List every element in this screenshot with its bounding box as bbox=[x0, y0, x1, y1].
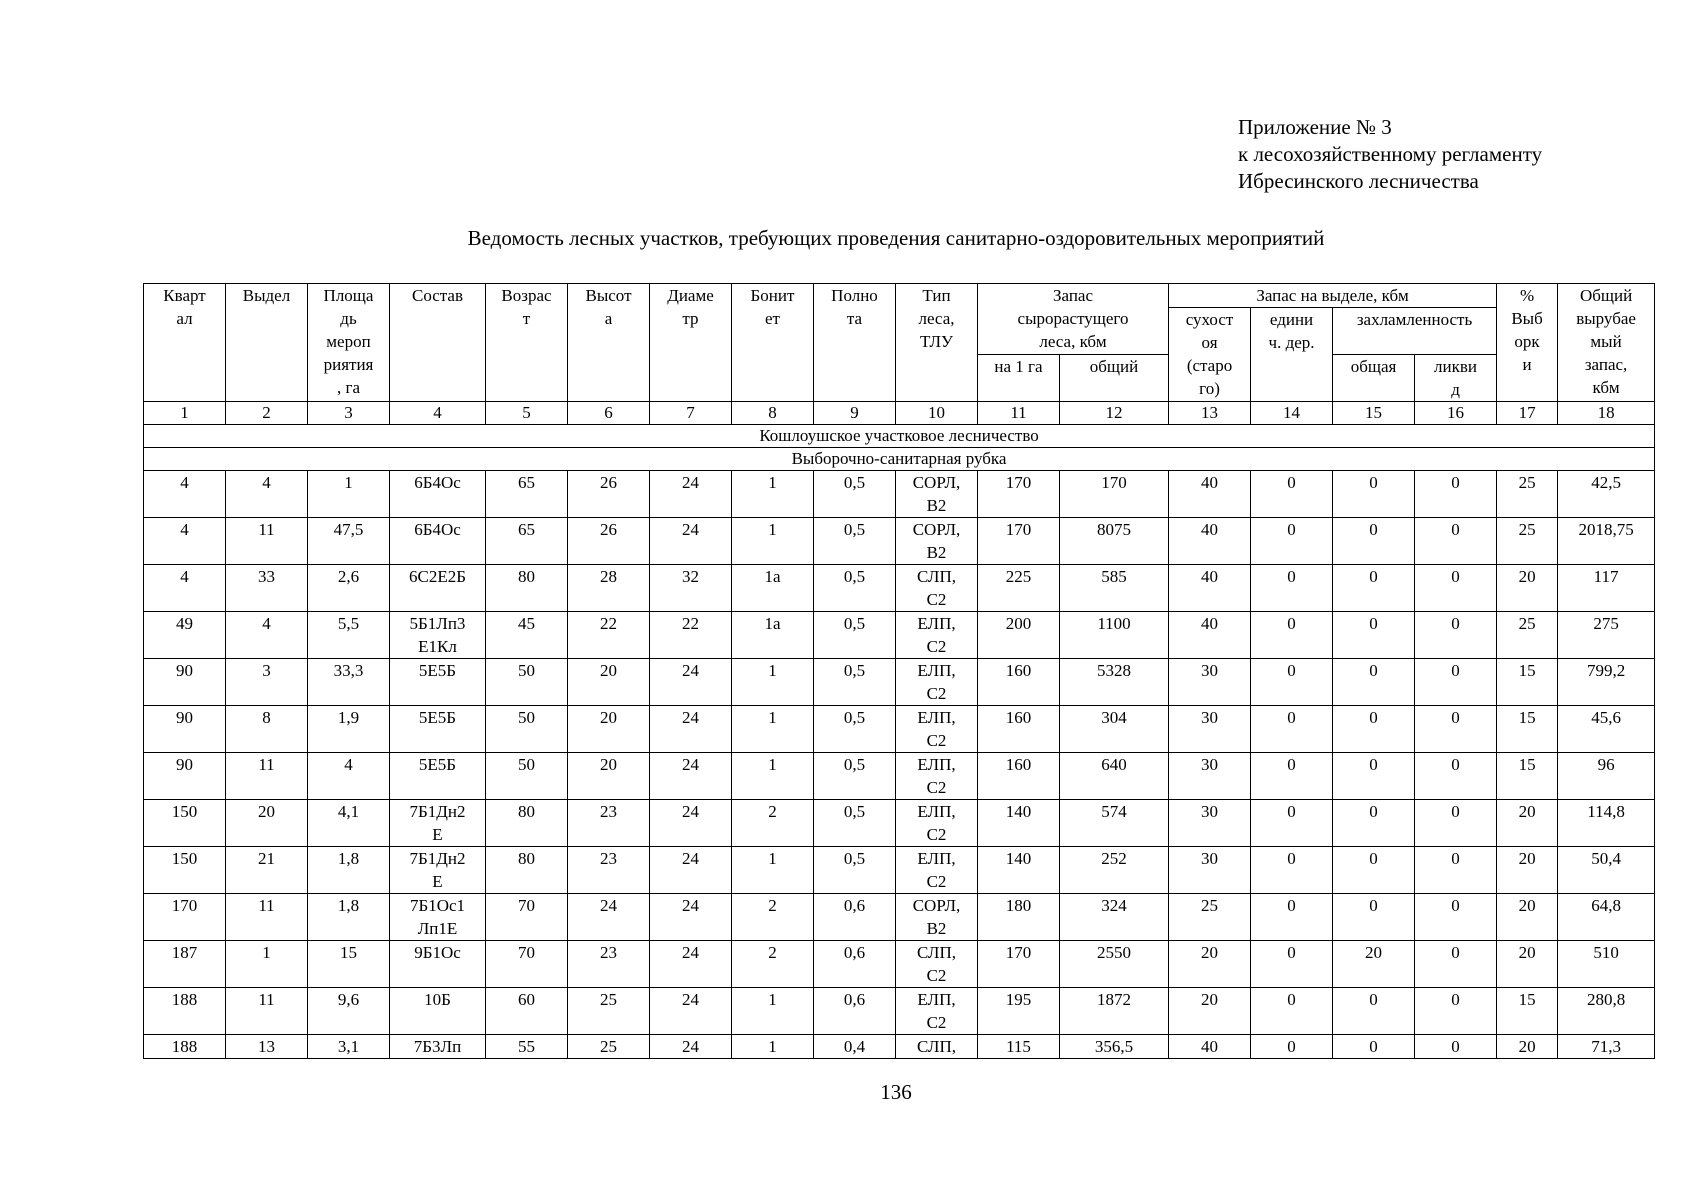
table-cell: 24 bbox=[650, 800, 732, 847]
table-cell: 0 bbox=[1415, 894, 1497, 941]
header-stock-total: общий bbox=[1060, 355, 1169, 402]
table-cell: 1 bbox=[732, 518, 814, 565]
table-cell: 252 bbox=[1060, 847, 1169, 894]
table-cell: 20 bbox=[1333, 941, 1415, 988]
table-cell: 640 bbox=[1060, 753, 1169, 800]
table-cell: 356,5 bbox=[1060, 1035, 1169, 1059]
table-cell: 114,8 bbox=[1558, 800, 1655, 847]
header-age: Возрас т bbox=[486, 284, 568, 402]
table-cell: 585 bbox=[1060, 565, 1169, 612]
table-cell: 25 bbox=[1497, 471, 1558, 518]
table-cell: 0,5 bbox=[814, 753, 896, 800]
column-number: 1 bbox=[144, 402, 226, 425]
table-row bbox=[144, 988, 1655, 1035]
table-cell: 70 bbox=[486, 894, 568, 941]
column-number: 17 bbox=[1497, 402, 1558, 425]
table-cell: СЛП, С2 bbox=[896, 565, 978, 612]
table-cell: 140 bbox=[978, 800, 1060, 847]
column-number: 13 bbox=[1169, 402, 1251, 425]
table-cell: ЕЛП, С2 bbox=[896, 988, 978, 1035]
table-cell: 45 bbox=[486, 612, 568, 659]
table-cell: 0,5 bbox=[814, 518, 896, 565]
table-cell: 4 bbox=[308, 753, 390, 800]
table-cell: 0 bbox=[1415, 565, 1497, 612]
table-cell: 0,6 bbox=[814, 894, 896, 941]
table-cell: 187 bbox=[144, 941, 226, 988]
table-cell: 188 bbox=[144, 1035, 226, 1059]
table-cell: 0,4 bbox=[814, 1035, 896, 1059]
table-cell: 0 bbox=[1415, 847, 1497, 894]
table-cell: 65 bbox=[486, 518, 568, 565]
table-cell: 15 bbox=[1497, 988, 1558, 1035]
table-cell: 170 bbox=[978, 941, 1060, 988]
table-cell: 4 bbox=[144, 471, 226, 518]
header-bonitet: Бонит ет bbox=[732, 284, 814, 402]
table-cell: 33,3 bbox=[308, 659, 390, 706]
table-cell: 11 bbox=[226, 753, 308, 800]
column-number: 18 bbox=[1558, 402, 1655, 425]
table-cell: 0 bbox=[1251, 894, 1333, 941]
table-cell: 0 bbox=[1415, 471, 1497, 518]
table-cell: 71,3 bbox=[1558, 1035, 1655, 1059]
table-row bbox=[144, 518, 1655, 565]
table-cell: 64,8 bbox=[1558, 894, 1655, 941]
table-cell: 20 bbox=[1497, 565, 1558, 612]
table-cell: 1 bbox=[732, 706, 814, 753]
table-cell: 0 bbox=[1333, 612, 1415, 659]
table-cell: 0 bbox=[1333, 753, 1415, 800]
table-cell: 11 bbox=[226, 894, 308, 941]
table-cell: 15 bbox=[308, 941, 390, 988]
table-cell: 24 bbox=[650, 988, 732, 1035]
table-cell: 5Б1Лп3 Е1Кл bbox=[390, 612, 486, 659]
table-cell: 0 bbox=[1415, 941, 1497, 988]
table-cell: 2 bbox=[732, 894, 814, 941]
table-cell: 160 bbox=[978, 706, 1060, 753]
header-stock-group: Запас сырорастущего леса, кбм bbox=[978, 284, 1169, 355]
table-cell: 0 bbox=[1333, 659, 1415, 706]
appendix-line-2: к лесохозяйственному регламенту bbox=[1238, 142, 1543, 166]
table-cell: 3 bbox=[226, 659, 308, 706]
header-clutter-liquid: ликви д bbox=[1415, 355, 1497, 402]
table-cell: 25 bbox=[1497, 612, 1558, 659]
table-cell: 0 bbox=[1251, 706, 1333, 753]
table-cell: 23 bbox=[568, 941, 650, 988]
table-cell: 20 bbox=[568, 659, 650, 706]
table-cell: 3,1 bbox=[308, 1035, 390, 1059]
table-cell: 0,5 bbox=[814, 612, 896, 659]
table-cell: 7Б3Лп bbox=[390, 1035, 486, 1059]
table-cell: 0 bbox=[1251, 800, 1333, 847]
header-clutter-total: общая bbox=[1333, 355, 1415, 402]
table-cell: 0,6 bbox=[814, 941, 896, 988]
table-cell: 1 bbox=[732, 753, 814, 800]
table-cell: 2 bbox=[732, 800, 814, 847]
table-cell: 170 bbox=[978, 471, 1060, 518]
table-cell: 0 bbox=[1415, 612, 1497, 659]
table-cell: 0 bbox=[1251, 518, 1333, 565]
table-cell: 5,5 bbox=[308, 612, 390, 659]
table-row bbox=[144, 706, 1655, 753]
table-cell: 0 bbox=[1333, 847, 1415, 894]
table-cell: 20 bbox=[568, 753, 650, 800]
header-stock-per-ha: на 1 га bbox=[978, 355, 1060, 402]
header-single: едини ч. дер. bbox=[1251, 308, 1333, 402]
table-cell: 1,8 bbox=[308, 847, 390, 894]
table-cell: 1 bbox=[732, 1035, 814, 1059]
table-cell: 6Б4Ос bbox=[390, 471, 486, 518]
forestry-section-row: Кошлоушское участковое лесничество bbox=[144, 425, 1655, 448]
table-cell: 0 bbox=[1251, 753, 1333, 800]
table-cell: 7Б1Ос1 Лп1Е bbox=[390, 894, 486, 941]
table-cell: 0,6 bbox=[814, 988, 896, 1035]
table-row bbox=[144, 753, 1655, 800]
table-cell: ЕЛП, С2 bbox=[896, 659, 978, 706]
table-cell: 90 bbox=[144, 706, 226, 753]
table-cell: 4 bbox=[144, 518, 226, 565]
table-cell: 40 bbox=[1169, 612, 1251, 659]
table-cell: 0 bbox=[1415, 800, 1497, 847]
header-selection: % Выб орк и bbox=[1497, 284, 1558, 402]
table-cell: 0 bbox=[1251, 941, 1333, 988]
table-row bbox=[144, 659, 1655, 706]
header-clutter-group: захламленность bbox=[1333, 308, 1497, 355]
header-diameter: Диаме тр bbox=[650, 284, 732, 402]
table-cell: 25 bbox=[568, 1035, 650, 1059]
table-cell: 30 bbox=[1169, 659, 1251, 706]
table-cell: 1 bbox=[732, 847, 814, 894]
table-cell: 20 bbox=[1497, 894, 1558, 941]
column-number: 4 bbox=[390, 402, 486, 425]
table-row bbox=[144, 1035, 1655, 1059]
column-number: 3 bbox=[308, 402, 390, 425]
column-number: 14 bbox=[1251, 402, 1333, 425]
table-cell: 10Б bbox=[390, 988, 486, 1035]
table-cell: 5Е5Б bbox=[390, 659, 486, 706]
table-cell: 9Б1Ос bbox=[390, 941, 486, 988]
table-cell: 20 bbox=[1497, 941, 1558, 988]
column-number: 6 bbox=[568, 402, 650, 425]
document-title: Ведомость лесных участков, требующих проведения санитарно-оздоровительных мероприятий bbox=[467, 226, 1325, 250]
table-cell: СОРЛ, В2 bbox=[896, 894, 978, 941]
table-cell: СОРЛ, В2 bbox=[896, 518, 978, 565]
table-cell: 170 bbox=[144, 894, 226, 941]
table-cell: 13 bbox=[226, 1035, 308, 1059]
table-cell: 40 bbox=[1169, 1035, 1251, 1059]
table-cell: 275 bbox=[1558, 612, 1655, 659]
table-cell: 33 bbox=[226, 565, 308, 612]
table-cell: 21 bbox=[226, 847, 308, 894]
table-cell: 1а bbox=[732, 612, 814, 659]
table-cell: 20 bbox=[226, 800, 308, 847]
table-cell: 0 bbox=[1333, 1035, 1415, 1059]
table-cell: ЕЛП, С2 bbox=[896, 706, 978, 753]
header-vydel: Выдел bbox=[226, 284, 308, 402]
table-cell: 170 bbox=[1060, 471, 1169, 518]
table-cell: 0,5 bbox=[814, 565, 896, 612]
table-cell: 0,5 bbox=[814, 471, 896, 518]
table-cell: 0,5 bbox=[814, 800, 896, 847]
table-cell: 80 bbox=[486, 800, 568, 847]
table-row bbox=[144, 565, 1655, 612]
table-cell: 24 bbox=[650, 706, 732, 753]
table-cell: 20 bbox=[1497, 1035, 1558, 1059]
table-cell: 22 bbox=[568, 612, 650, 659]
table-cell: 20 bbox=[1497, 800, 1558, 847]
table-cell: 0 bbox=[1333, 800, 1415, 847]
header-height: Высот а bbox=[568, 284, 650, 402]
table-cell: 1 bbox=[732, 471, 814, 518]
table-cell: 160 bbox=[978, 659, 1060, 706]
header-forest-type: Тип леса, ТЛУ bbox=[896, 284, 978, 402]
table-cell: 1а bbox=[732, 565, 814, 612]
table-cell: 799,2 bbox=[1558, 659, 1655, 706]
table-cell: 200 bbox=[978, 612, 1060, 659]
table-cell: 1,8 bbox=[308, 894, 390, 941]
table-cell: 4 bbox=[226, 471, 308, 518]
table-cell: 117 bbox=[1558, 565, 1655, 612]
header-area: Площа дь мероп риятия , га bbox=[308, 284, 390, 402]
table-cell: 7Б1Дн2 Е bbox=[390, 800, 486, 847]
table-cell: 11 bbox=[226, 988, 308, 1035]
column-number: 11 bbox=[978, 402, 1060, 425]
table-cell: 50 bbox=[486, 753, 568, 800]
table-cell: 0 bbox=[1251, 565, 1333, 612]
table-cell: 324 bbox=[1060, 894, 1169, 941]
table-cell: 20 bbox=[1169, 988, 1251, 1035]
table-cell: 1 bbox=[732, 988, 814, 1035]
table-cell: 2550 bbox=[1060, 941, 1169, 988]
table-cell: 24 bbox=[650, 659, 732, 706]
table-cell: 0 bbox=[1333, 471, 1415, 518]
table-cell: 0 bbox=[1333, 894, 1415, 941]
table-cell: 150 bbox=[144, 847, 226, 894]
table-cell: 30 bbox=[1169, 800, 1251, 847]
table-cell: 11 bbox=[226, 518, 308, 565]
table-cell: 574 bbox=[1060, 800, 1169, 847]
table-row bbox=[144, 894, 1655, 941]
table-row bbox=[144, 847, 1655, 894]
table-cell: 25 bbox=[1169, 894, 1251, 941]
table-cell: 0 bbox=[1251, 1035, 1333, 1059]
appendix-line-1: Приложение № 3 bbox=[1238, 115, 1392, 139]
table-cell: 20 bbox=[568, 706, 650, 753]
table-cell: 1 bbox=[226, 941, 308, 988]
table-cell: 2,6 bbox=[308, 565, 390, 612]
sanitary-measures-table bbox=[143, 283, 1655, 1059]
table-cell: 20 bbox=[1497, 847, 1558, 894]
column-number: 10 bbox=[896, 402, 978, 425]
table-cell: 4 bbox=[144, 565, 226, 612]
table-cell: 0 bbox=[1415, 518, 1497, 565]
table-cell: 24 bbox=[650, 753, 732, 800]
table-cell: 90 bbox=[144, 659, 226, 706]
table-cell: 55 bbox=[486, 1035, 568, 1059]
column-number: 12 bbox=[1060, 402, 1169, 425]
table-cell: 40 bbox=[1169, 471, 1251, 518]
table-cell: 0 bbox=[1415, 988, 1497, 1035]
table-cell: 40 bbox=[1169, 518, 1251, 565]
table-cell: 5328 bbox=[1060, 659, 1169, 706]
table-cell: 22 bbox=[650, 612, 732, 659]
table-cell: СЛП, bbox=[896, 1035, 978, 1059]
table-cell: 24 bbox=[568, 894, 650, 941]
appendix-note bbox=[1238, 114, 1542, 195]
table-cell: 280,8 bbox=[1558, 988, 1655, 1035]
column-number: 2 bbox=[226, 402, 308, 425]
table-cell: 0 bbox=[1333, 988, 1415, 1035]
table-cell: 0,5 bbox=[814, 847, 896, 894]
table-cell: 0 bbox=[1251, 847, 1333, 894]
table-cell: 5Е5Б bbox=[390, 706, 486, 753]
table-cell: 2 bbox=[732, 941, 814, 988]
table-cell: 26 bbox=[568, 471, 650, 518]
table-cell: 1 bbox=[732, 659, 814, 706]
table-cell: 23 bbox=[568, 847, 650, 894]
table-cell: 30 bbox=[1169, 706, 1251, 753]
table-cell: 7Б1Дн2 Е bbox=[390, 847, 486, 894]
table-cell: 304 bbox=[1060, 706, 1169, 753]
table-cell: 30 bbox=[1169, 847, 1251, 894]
table-cell: 1,9 bbox=[308, 706, 390, 753]
table-cell: 140 bbox=[978, 847, 1060, 894]
table-cell: 115 bbox=[978, 1035, 1060, 1059]
table-cell: 80 bbox=[486, 847, 568, 894]
table-cell: 5Е5Б bbox=[390, 753, 486, 800]
table-cell: 90 bbox=[144, 753, 226, 800]
table-row bbox=[144, 612, 1655, 659]
table-cell: 6Б4Ос bbox=[390, 518, 486, 565]
column-number: 7 bbox=[650, 402, 732, 425]
table-cell: 80 bbox=[486, 565, 568, 612]
header-polnota: Полно та bbox=[814, 284, 896, 402]
table-cell: 24 bbox=[650, 471, 732, 518]
table-cell: 0,5 bbox=[814, 706, 896, 753]
table-cell: 15 bbox=[1497, 753, 1558, 800]
table-cell: 180 bbox=[978, 894, 1060, 941]
table-cell: ЕЛП, С2 bbox=[896, 847, 978, 894]
table-cell: 195 bbox=[978, 988, 1060, 1035]
table-cell: 0 bbox=[1251, 988, 1333, 1035]
column-number: 16 bbox=[1415, 402, 1497, 425]
table-cell: 26 bbox=[568, 518, 650, 565]
table-cell: 50,4 bbox=[1558, 847, 1655, 894]
header-sostav: Состав bbox=[390, 284, 486, 402]
table-cell: 0 bbox=[1415, 753, 1497, 800]
table-cell: 45,6 bbox=[1558, 706, 1655, 753]
table-cell: 24 bbox=[650, 941, 732, 988]
table-cell: 0 bbox=[1251, 471, 1333, 518]
cutting-type-row: Выборочно-санитарная рубка bbox=[144, 448, 1655, 471]
table-cell: 150 bbox=[144, 800, 226, 847]
table-cell: 20 bbox=[1169, 941, 1251, 988]
header-vydel-group: Запас на выделе, кбм bbox=[1169, 284, 1497, 308]
table-cell: 50 bbox=[486, 706, 568, 753]
table-cell: 0 bbox=[1333, 706, 1415, 753]
table-cell: 50 bbox=[486, 659, 568, 706]
table-cell: 24 bbox=[650, 894, 732, 941]
table-cell: 0 bbox=[1415, 1035, 1497, 1059]
table-cell: 8075 bbox=[1060, 518, 1169, 565]
page-number: 136 bbox=[880, 1080, 912, 1104]
table-row bbox=[144, 800, 1655, 847]
table-cell: 225 bbox=[978, 565, 1060, 612]
table-cell: 4 bbox=[226, 612, 308, 659]
table-cell: 188 bbox=[144, 988, 226, 1035]
table-cell: 30 bbox=[1169, 753, 1251, 800]
table-cell: 9,6 bbox=[308, 988, 390, 1035]
table-cell: 25 bbox=[568, 988, 650, 1035]
column-number: 8 bbox=[732, 402, 814, 425]
column-number: 5 bbox=[486, 402, 568, 425]
table-cell: 32 bbox=[650, 565, 732, 612]
header-dead: сухост оя (старо го) bbox=[1169, 308, 1251, 402]
table-cell: СЛП, С2 bbox=[896, 941, 978, 988]
table-cell: 24 bbox=[650, 847, 732, 894]
table-cell: 1 bbox=[308, 471, 390, 518]
table-cell: 40 bbox=[1169, 565, 1251, 612]
table-cell: ЕЛП, С2 bbox=[896, 612, 978, 659]
table-cell: 49 bbox=[144, 612, 226, 659]
table-cell: 0 bbox=[1333, 518, 1415, 565]
table-cell: 42,5 bbox=[1558, 471, 1655, 518]
table-cell: ЕЛП, С2 bbox=[896, 800, 978, 847]
table-cell: 1100 bbox=[1060, 612, 1169, 659]
table-cell: 65 bbox=[486, 471, 568, 518]
table-cell: 4,1 bbox=[308, 800, 390, 847]
table-cell: 160 bbox=[978, 753, 1060, 800]
table-cell: 70 bbox=[486, 941, 568, 988]
table-cell: 15 bbox=[1497, 706, 1558, 753]
table-cell: 0 bbox=[1415, 706, 1497, 753]
table-cell: 60 bbox=[486, 988, 568, 1035]
table-cell: 15 bbox=[1497, 659, 1558, 706]
table-cell: 28 bbox=[568, 565, 650, 612]
table-cell: 6С2Е2Б bbox=[390, 565, 486, 612]
table-cell: 2018,75 bbox=[1558, 518, 1655, 565]
table-cell: ЕЛП, С2 bbox=[896, 753, 978, 800]
table-cell: 510 bbox=[1558, 941, 1655, 988]
table-cell: 25 bbox=[1497, 518, 1558, 565]
column-number-row bbox=[144, 402, 1655, 425]
table-cell: 1872 bbox=[1060, 988, 1169, 1035]
appendix-line-3: Ибресинского лесничества bbox=[1238, 169, 1479, 193]
table-cell: СОРЛ, В2 bbox=[896, 471, 978, 518]
table-cell: 96 bbox=[1558, 753, 1655, 800]
table-cell: 0 bbox=[1333, 565, 1415, 612]
table-cell: 0 bbox=[1415, 659, 1497, 706]
table-cell: 8 bbox=[226, 706, 308, 753]
table-cell: 23 bbox=[568, 800, 650, 847]
table-row bbox=[144, 471, 1655, 518]
table-cell: 170 bbox=[978, 518, 1060, 565]
header-total-cut: Общий вырубае мый запас, кбм bbox=[1558, 284, 1655, 402]
column-number: 9 bbox=[814, 402, 896, 425]
table-cell: 24 bbox=[650, 1035, 732, 1059]
column-number: 15 bbox=[1333, 402, 1415, 425]
table-row bbox=[144, 941, 1655, 988]
header-kvartal: Кварт ал bbox=[144, 284, 226, 402]
table-cell: 0 bbox=[1251, 659, 1333, 706]
table-cell: 0 bbox=[1251, 612, 1333, 659]
table-cell: 47,5 bbox=[308, 518, 390, 565]
table-cell: 0,5 bbox=[814, 659, 896, 706]
table-cell: 24 bbox=[650, 518, 732, 565]
